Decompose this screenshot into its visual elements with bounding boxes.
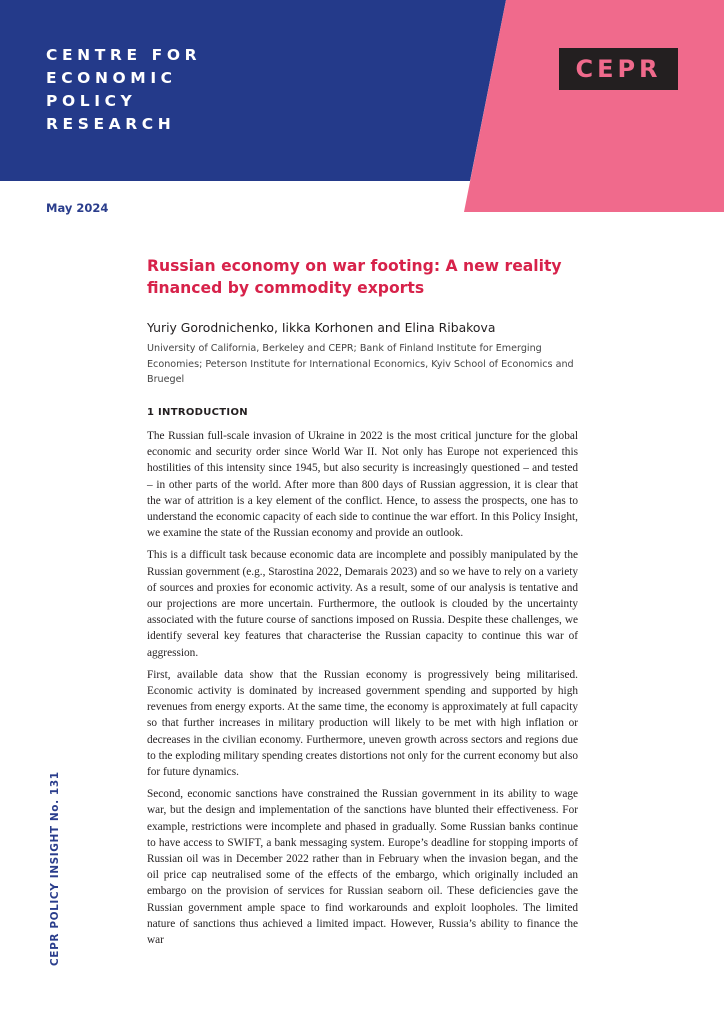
organization-name [46,44,201,136]
publication-date: May 2024 [46,201,109,215]
series-label: CEPR POLICY INSIGHT No. 131 [49,771,61,966]
affiliations: University of California, Berkeley and CEPR; Bank of Finland Institute for Emerging Economies; Peterson Institute for International Economics, Kyiv School of Economics and Bruegel [147,343,574,385]
cepr-logo: CEPR [559,48,678,90]
authors: Yuriy Gorodnichenko, Iikka Korhonen and Elina Ribakova [147,320,496,335]
org-line: CENTRE FOR [46,46,202,64]
org-line: ECONOMIC [46,69,177,87]
paragraph: Second, economic sanctions have constrained the Russian government in its ability to wage war, but the design and implementation of the sanctions have blunted their effectiveness. For example, restrictions were incomplete and phased in gradually. Some Russian banks continue to have access to SWIFT, a bank messaging system. Europe’s deadline for stopping imports of Russian oil was in December 2022 rather than in February when the invasion began, and the oil price cap neutralised some of the effects of the embargo, which originally included an embargo on the provision of services for Russian seaborn oil. These deficiencies gave the Russian government ample space to find workarounds and exploit loopholes. The limited nature of sanctions thus achieved a limited impact. However, Russia’s ability to finance the war [147,788,578,947]
body-text [147,428,578,954]
section-heading: 1 INTRODUCTION [147,407,248,418]
document-title: Russian economy on war footing: A new reality financed by commodity exports [147,257,562,297]
org-line: RESEARCH [46,115,176,133]
paragraph: The Russian full-scale invasion of Ukraine in 2022 is the most critical juncture for the global economic and security order since World War II. Not only has Europe not experienced this hostilities of this intensity since 1945, but also security is increasingly questioned – and tested – in other parts of the world. After more than 800 days of Russian aggression, it is clear that the war of attrition is a key element of the conflict. Hence, to assess the prospects, one has to understand the economic capacity of each side to continue the war effort. In this Policy Insight, we examine the state of the Russian economy and provide an outlook. [147,430,578,540]
pink-band [464,0,724,212]
paragraph: This is a difficult task because economic data are incomplete and possibly manipulated by the Russian government (e.g., Starostina 2022, Demarais 2023) and so we have to rely on a variety of sources and proxies for economic activity. As a result, some of our analysis is tentative and our projections are more uncertain. Furthermore, the outlook is clouded by the uncertainty associated with the future course of sanctions imposed on Russia. Despite these challenges, we identify several key features that characterise the Russian capacity to continue this war of aggression. [147,549,578,659]
paragraph: First, available data show that the Russian economy is progressively being militarised. Economic activity is dominated by increased government spending and supported by high revenues from energy exports. At the same time, the economy is approximately at full capacity so that further increases in military production will likely to be met with high inflation or decreases in the civilian economy. Furthermore, uneven growth across sectors and regions due to the exploding military spending creates distortions not only for the current economy but also for future dynamics. [147,668,578,779]
org-line: POLICY [46,92,137,110]
